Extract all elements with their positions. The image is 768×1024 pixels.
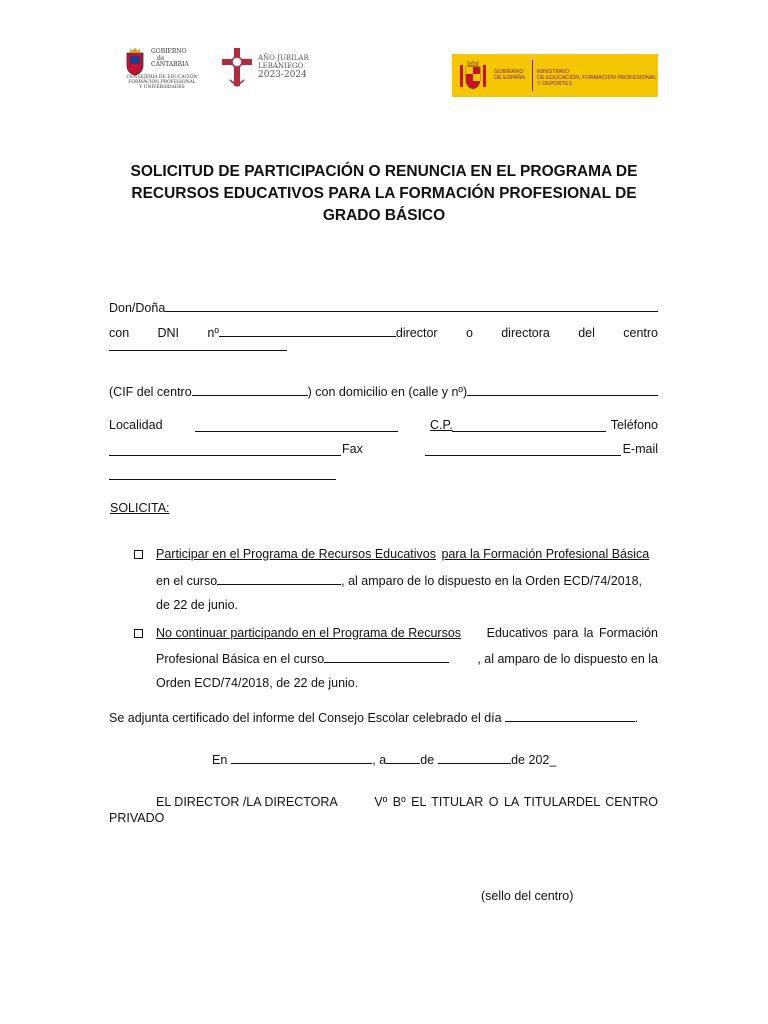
cantabria-line-2: de — [157, 54, 165, 62]
fecha-line — [212, 752, 556, 767]
fecha-dia-blank[interactable] — [386, 752, 420, 764]
cif-blank[interactable] — [192, 384, 308, 396]
dni-blank[interactable] — [219, 325, 396, 337]
ministerio-educacion-logo — [452, 54, 658, 97]
don-blank[interactable] — [165, 300, 658, 312]
opt2-curso-blank[interactable] — [324, 651, 449, 663]
cantabria-shield-icon — [124, 47, 146, 77]
spain-coat-of-arms-icon — [458, 59, 488, 92]
opt2-text-b: Educativos para la Formación — [486, 626, 658, 640]
fecha-en-label: En — [212, 753, 228, 767]
gobierno-espana-line-1: GOBIERNO — [494, 69, 524, 75]
adjunta-end: . — [634, 711, 639, 725]
title-line-2: RECURSOS EDUCATIVOS PARA LA FORMACIÓN PROFESIONAL DE — [131, 185, 637, 202]
opt1-curso-blank[interactable] — [217, 573, 341, 585]
option-no-continuar-line-1 — [156, 626, 658, 640]
ministerio-line-3: Y DEPORTES — [537, 81, 573, 87]
director-label: director — [395, 326, 438, 340]
option-no-continuar-line-2 — [156, 651, 658, 666]
option-participar-line-3: de 22 de junio. — [156, 598, 239, 612]
ministerio-line-1: MINISTERIO — [537, 69, 570, 75]
opt1-text-a: Participar en el Programa de Recursos Educativos — [156, 547, 436, 561]
option-participar-line-2 — [156, 573, 658, 588]
title-line-1: SOLICITUD DE PARTICIPACIÓN O RENUNCIA EN EL PROGRAMA DE — [130, 163, 638, 180]
del-label: del — [578, 326, 595, 340]
firma-titular-label: Vº Bº EL TITULAR O LA TITULARDEL CENTRO — [374, 795, 658, 809]
option-participar-checkbox[interactable] — [134, 550, 143, 559]
fecha-de2-label: de 202_ — [511, 753, 557, 767]
localidad-blank[interactable] — [195, 431, 398, 432]
logo-divider — [532, 60, 533, 91]
cif-line — [109, 384, 658, 399]
localidad-label: Localidad — [109, 418, 163, 432]
fecha-mes-blank[interactable] — [438, 752, 511, 764]
email-label: E-mail — [622, 442, 658, 456]
cif-label: (CIF del centro — [109, 385, 192, 399]
email-blank[interactable] — [109, 479, 336, 480]
directora-label: directora — [501, 326, 550, 340]
opt2-curso-label: Profesional Básica en el curso — [156, 652, 325, 666]
don-label: Don/Doña — [109, 301, 166, 315]
jubilar-line-3: 2023-2024 — [258, 70, 307, 80]
document-title — [110, 161, 658, 227]
fax-label: Fax — [342, 442, 363, 456]
o-label: o — [465, 326, 473, 340]
opt2-amparo: , al amparo de lo dispuesto en la — [477, 652, 658, 666]
don-line — [109, 300, 658, 315]
solicita-heading: SOLICITA: — [110, 501, 170, 515]
telefono-blank[interactable] — [109, 455, 341, 456]
gobierno-cantabria-logo — [124, 45, 214, 93]
firma-privado-label: PRIVADO — [109, 811, 165, 825]
cantabria-line-3: CANTABRIA — [151, 61, 189, 68]
sello-centro-label: (sello del centro) — [481, 889, 574, 903]
cp-label: C.P. — [430, 418, 453, 432]
adjunta-text: Se adjunta certificado del informe del Consejo Escolar celebrado el día — [109, 711, 502, 725]
centro-blank[interactable] — [109, 350, 287, 351]
dni-line — [109, 325, 658, 340]
ministerio-line-2: DE EDUCACIÓN, FORMACIÓN PROFESIONAL — [537, 75, 657, 81]
con-label: con — [109, 326, 130, 340]
fecha-a-label: , a — [372, 753, 387, 767]
cantabria-line-6: Y UNIVERSIDADES — [139, 85, 185, 90]
opt1-curso-label: en el curso — [156, 574, 218, 588]
option-no-continuar-line-3: Orden ECD/74/2018, de 22 de junio. — [156, 676, 359, 690]
fecha-de1-label: de — [420, 753, 435, 767]
cantabria-line-4: CONSEJERÍA DE EDUCACIÓN — [126, 75, 198, 80]
adjunta-line — [109, 710, 658, 725]
opt1-amparo: , al amparo de lo dispuesto en la Orden ECD/74/2018, — [341, 574, 643, 588]
option-no-continuar-checkbox[interactable] — [134, 629, 143, 638]
opt1-text-b: para la Formación Profesional Básica — [441, 547, 650, 561]
telefono-label: Teléfono — [610, 418, 658, 432]
domicilio-label: ) con domicilio en (calle y nº) — [307, 385, 468, 399]
option-participar-line-1 — [156, 547, 658, 561]
opt2-text-a: No continuar participando en el Programa de Recursos — [156, 626, 462, 640]
jubilar-line-1: AÑO JUBILAR — [258, 54, 309, 62]
title-line-3: GRADO BÁSICO — [322, 207, 446, 224]
ano-jubilar-logo — [218, 45, 318, 93]
fax-blank[interactable] — [425, 455, 621, 456]
centro-label: centro — [623, 326, 658, 340]
firma-director-label: EL DIRECTOR /LA DIRECTORA — [156, 795, 338, 809]
gobierno-espana-line-2: DE ESPAÑA — [494, 75, 526, 81]
n-label: nº — [207, 326, 219, 340]
fecha-lugar-blank[interactable] — [231, 752, 372, 764]
domicilio-blank[interactable] — [467, 384, 658, 396]
fecha-consejo-blank[interactable] — [505, 710, 635, 722]
cp-blank[interactable] — [452, 431, 606, 432]
dni-label: DNI — [157, 326, 180, 340]
lebaniego-cross-icon — [220, 46, 254, 88]
jubilar-line-2: LEBANIEGO — [258, 62, 304, 70]
cantabria-line-5: FORMACIÓN PROFESIONAL — [128, 80, 196, 85]
cantabria-line-1: GOBIERNO — [151, 48, 187, 55]
